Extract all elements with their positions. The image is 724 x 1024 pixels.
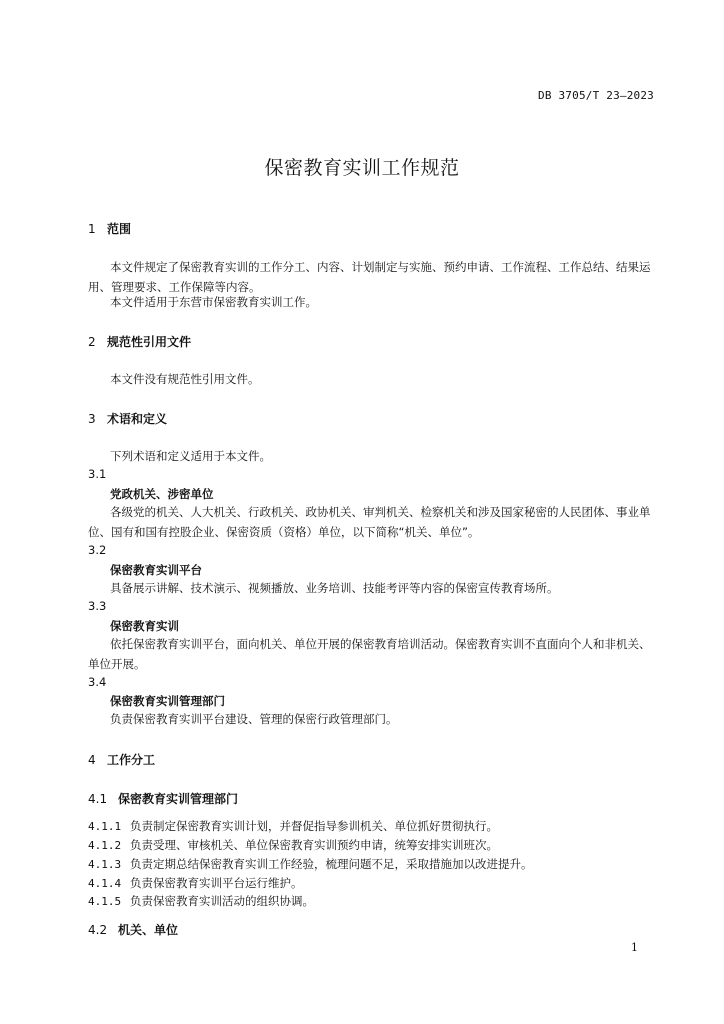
clause-number: 4.1.5 — [88, 895, 122, 908]
clause-item — [88, 837, 498, 853]
section-number: 1 — [88, 222, 96, 236]
page-number: 1 — [631, 941, 638, 954]
term-number: 3.1 — [88, 467, 107, 481]
section-number: 2 — [88, 335, 96, 349]
section-3-heading — [88, 410, 167, 427]
clause-number: 4.1.3 — [88, 858, 122, 871]
section-1-heading — [88, 220, 131, 237]
clause-text: 负责保密教育实训平台运行维护。 — [130, 876, 303, 890]
standard-code: DB 3705/T 23—2023 — [538, 89, 654, 102]
clause-number: 4.1.1 — [88, 820, 122, 833]
section-title: 范围 — [107, 222, 132, 236]
section-4-heading — [88, 751, 155, 768]
section-1-paragraph-2: 本文件适用于东营市保密教育实训工作。 — [110, 295, 317, 309]
subsection-title: 保密教育实训管理部门 — [118, 792, 239, 806]
section-3-intro: 下列术语和定义适用于本文件。 — [110, 449, 271, 463]
term-name: 保密教育实训 — [110, 619, 179, 633]
subsection-4-1-heading — [88, 790, 238, 807]
section-title: 规范性引用文件 — [107, 335, 192, 349]
section-title: 工作分工 — [107, 753, 156, 767]
clause-number: 4.1.2 — [88, 839, 122, 852]
term-definition: 具备展示讲解、技术演示、视频播放、业务培训、技能考评等内容的保密宣传教育场所。 — [110, 581, 559, 595]
clause-text: 负责受理、审核机关、单位保密教育实训预约申请，统筹安排实训班次。 — [130, 838, 498, 852]
term-definition: 依托保密教育实训平台，面向机关、单位开展的保密教育培训活动。保密教育实训不直面向个人和非机关、单位开展。 — [88, 637, 651, 671]
clause-number: 4.1.4 — [88, 877, 122, 890]
term-definition: 负责保密教育实训平台建设、管理的保密行政管理部门。 — [110, 712, 398, 726]
section-2-paragraph-1: 本文件没有规范性引用文件。 — [110, 372, 260, 386]
section-2-heading — [88, 333, 191, 350]
term-name: 保密教育实训平台 — [110, 563, 202, 577]
term-name: 保密教育实训管理部门 — [110, 694, 225, 708]
clause-text: 负责保密教育实训活动的组织协调。 — [130, 894, 314, 908]
term-name: 党政机关、涉密单位 — [110, 487, 214, 501]
clause-item — [88, 893, 314, 909]
clause-item — [88, 818, 498, 834]
clause-item — [88, 856, 533, 872]
term-number: 3.2 — [88, 543, 107, 557]
section-title: 术语和定义 — [107, 412, 168, 426]
clause-item — [88, 875, 303, 891]
subsection-number: 4.1 — [88, 792, 108, 806]
clause-text: 负责制定保密教育实训计划，并督促指导参训机关、单位抓好贯彻执行。 — [130, 819, 498, 833]
term-number: 3.4 — [88, 675, 107, 689]
subsection-number: 4.2 — [88, 923, 108, 937]
subsection-4-2-heading — [88, 921, 178, 938]
document-title: 保密教育实训工作规范 — [264, 157, 460, 179]
term-definition: 各级党的机关、人大机关、行政机关、政协机关、审判机关、检察机关和涉及国家秘密的人民团体、事业单位、国有和国有控股企业、保密资质（资格）单位，以下简称“机关、单位”。 — [88, 505, 651, 539]
section-1-paragraph-1: 本文件规定了保密教育实训的工作分工、内容、计划制定与实施、预约申请、工作流程、工作总结、结果运用、管理要求、工作保障等内容。 — [88, 260, 651, 294]
clause-text: 负责定期总结保密教育实训工作经验，梳理问题不足，采取措施加以改进提升。 — [130, 857, 533, 871]
section-number: 3 — [88, 412, 96, 426]
term-number: 3.3 — [88, 599, 107, 613]
subsection-title: 机关、单位 — [118, 923, 179, 937]
section-number: 4 — [88, 753, 96, 767]
